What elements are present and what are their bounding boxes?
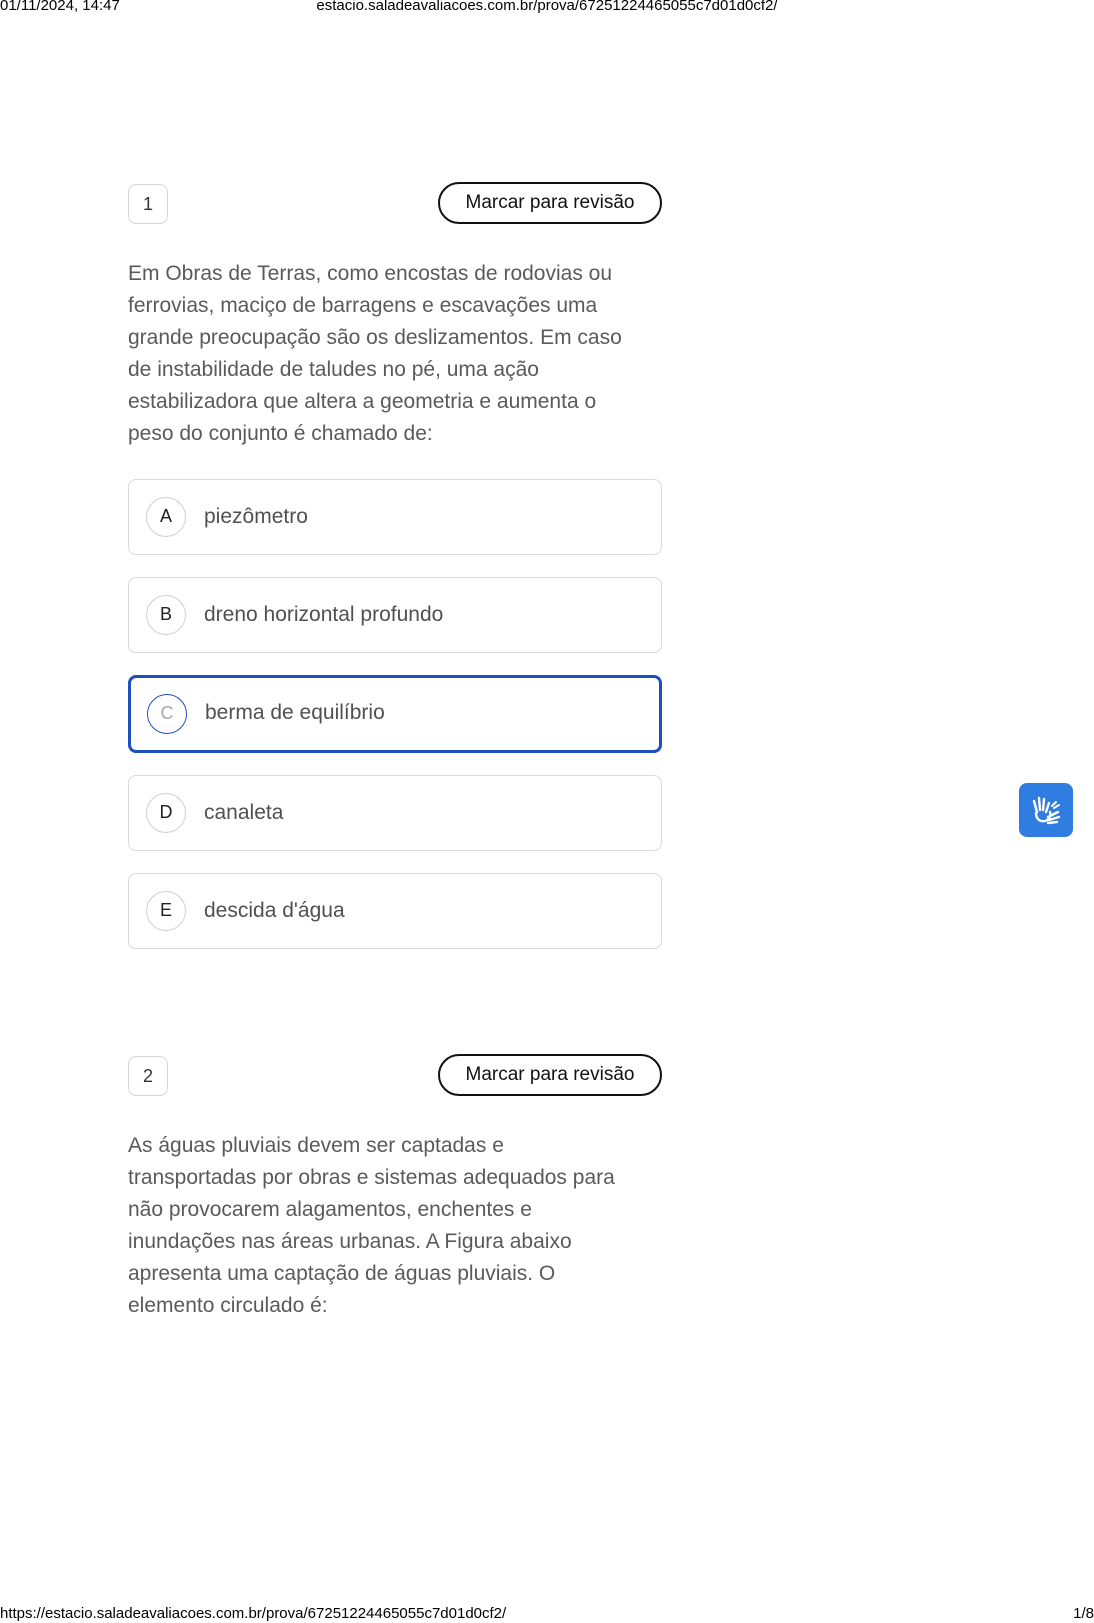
sign-language-button[interactable] [1019, 783, 1073, 837]
option-c-selected[interactable] [128, 675, 662, 753]
question-number: 1 [128, 184, 168, 224]
print-footer [0, 1605, 1094, 1623]
option-letter: B [146, 595, 186, 635]
sign-language-hands-icon [1028, 792, 1064, 828]
question-text: Em Obras de Terras, como encostas de rodovias ou ferrovias, maciço de barragens e escavações uma grande preocupação são os deslizamentos. Em caso de instabilidade de taludes no pé, uma ação estabilizadora que altera a geometria e aumenta o peso do conjunto é chamado de: [128, 262, 622, 445]
option-text: canaleta [204, 801, 284, 824]
option-letter: D [146, 793, 186, 833]
option-letter: A [146, 497, 186, 537]
option-letter: C [147, 694, 187, 734]
option-text: piezômetro [204, 505, 308, 528]
mark-for-review-button[interactable]: Marcar para revisão [438, 1054, 662, 1096]
question-text: As águas pluviais devem ser captadas e transportadas por obras e sistemas adequados para não provocarem alagamentos, enchentes e inundações nas áreas urbanas. A Figura abaixo apresenta uma captação de águas pluviais. O elemento circulado é: [128, 1134, 615, 1317]
print-header-url: estacio.saladeavaliacoes.com.br/prova/67251224465055c7d01d0cf2/ [316, 0, 778, 14]
page-number: 1/8 [1073, 1605, 1094, 1622]
option-text: dreno horizontal profundo [204, 603, 444, 626]
print-header [0, 0, 1094, 15]
print-footer-url: https://estacio.saladeavaliacoes.com.br/prova/67251224465055c7d01d0cf2/ [0, 1605, 507, 1622]
option-a[interactable] [128, 479, 662, 555]
option-text: berma de equilíbrio [205, 701, 385, 724]
question-number: 2 [128, 1056, 168, 1096]
mark-for-review-button[interactable]: Marcar para revisão [438, 182, 662, 224]
option-d[interactable] [128, 775, 662, 851]
print-datetime: 01/11/2024, 14:47 [0, 0, 120, 14]
option-e[interactable] [128, 873, 662, 949]
option-text: descida d'água [204, 899, 345, 922]
option-b[interactable] [128, 577, 662, 653]
option-letter: E [146, 891, 186, 931]
